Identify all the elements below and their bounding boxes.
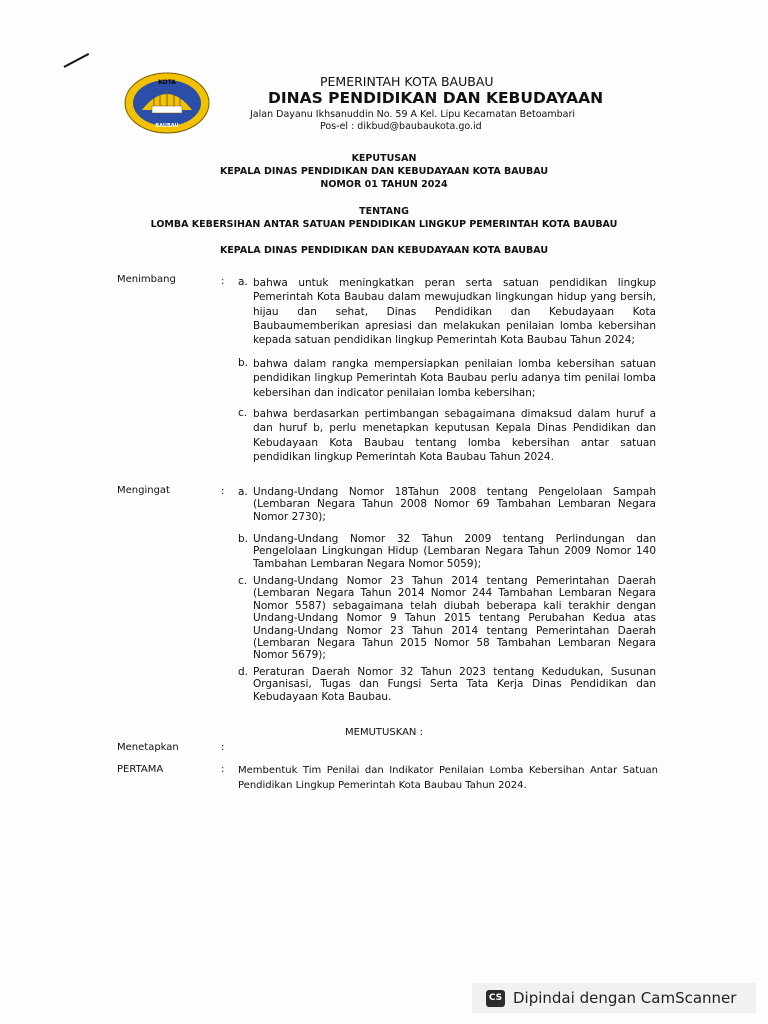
letterhead-email: Pos-el : dikbud@baubaukota.go.id (320, 121, 482, 132)
menimbang-item-a (238, 276, 656, 347)
heading-nomor: NOMOR 01 TAHUN 2024 (320, 179, 448, 190)
memutuskan-heading: MEMUTUSKAN : (345, 727, 423, 738)
item-text: Undang-Undang Nomor 18Tahun 2008 tentang Pengelolaan Sampah (Lembaran Negara Tahun 2008 Nomor 69 Tambahan Lembaran Negara Nomor 2730); (253, 486, 656, 523)
mengingat-item-a (238, 486, 656, 523)
mengingat-colon: : (221, 486, 225, 497)
item-marker: b. (238, 533, 249, 545)
letterhead-government: PEMERINTAH KOTA BAUBAU (320, 74, 494, 89)
pertama-label: PERTAMA (117, 764, 164, 775)
menetapkan-label: Menetapkan (117, 742, 179, 753)
item-text: bahwa dalam rangka mempersiapkan penilaian lomba kebersihan satuan pendidikan lingkup Pemerintah Kota Baubau perlu adanya tim penilai lomba kebersihan dan indicator penilaian lomba kebersihan; (253, 358, 656, 399)
item-marker: b. (238, 357, 249, 369)
menimbang-item-b (238, 357, 656, 400)
kota-baubau-emblem-icon (124, 72, 210, 134)
item-text: Peraturan Daerah Nomor 32 Tahun 2023 tentang Kedudukan, Susunan Organisasi, Tugas dan Fungsi Serta Tata Kerja Dinas Pendidikan dan Kebudayaan Kota Baubau. (253, 666, 656, 703)
logo-bottom-text: BAUBAU (155, 123, 179, 129)
pen-mark (64, 53, 90, 68)
item-marker: d. (238, 666, 249, 678)
item-marker: c. (238, 575, 248, 587)
pertama-text: Membentuk Tim Penilai dan Indikator Penilaian Lomba Kebersihan Antar Satuan Pendidikan Lingkup Pemerintah Kota Baubau Tahun 2024. (238, 765, 658, 791)
heading-official: KEPALA DINAS PENDIDIKAN DAN KEBUDAYAAN KOTA BAUBAU (219, 245, 549, 256)
mengingat-item-d (238, 666, 656, 703)
heading-kepala: KEPALA DINAS PENDIDIKAN DAN KEBUDAYAAN KOTA BAUBAU (219, 166, 549, 177)
item-marker: a. (238, 486, 248, 498)
item-text: Undang-Undang Nomor 32 Tahun 2009 tentang Perlindungan dan Pengelolaan Lingkungan Hidup (Lembaran Negara Tahun 2009 Nomor 140 Tambahan Lembaran Negara Nomor 5059); (253, 533, 656, 570)
menimbang-colon: : (221, 276, 225, 287)
camscanner-icon: CS (486, 990, 505, 1007)
pertama-colon: : (221, 764, 225, 775)
menimbang-label: Menimbang (117, 274, 176, 285)
menetapkan-colon: : (221, 742, 225, 753)
letterhead-address: Jalan Dayanu Ikhsanuddin No. 59 A Kel. Lipu Kecamatan Betoambari (250, 109, 576, 120)
mengingat-item-c (238, 575, 656, 662)
menimbang-item-c (238, 407, 656, 464)
item-marker: a. (238, 276, 248, 288)
logo-top-text: KOTA (158, 79, 176, 86)
item-text: Undang-Undang Nomor 23 Tahun 2014 tentang Pemerintahan Daerah (Lembaran Negara Tahun 2014 Nomor 244 Tambahan Lembaran Negara Nomor 5587) sebagaimana telah diubah beberapa kali terakhir dengan Undang-Undang Nomor 9 Tahun 2015 tentang Perubahan Kedua atas Undang-Undang Nomor 23 Tahun 2014 tentang Pemerintahan Daerah (Lembaran Negara Tahun 2015 Nomor 58 Tambahan Lembaran Negara Nomor 5679); (253, 575, 656, 662)
item-text: bahwa untuk meningkatkan peran serta satuan pendidikan lingkup Pemerintah Kota Baubau dalam mewujudkan lingkungan hidup yang bersih, hijau dan sehat, Dinas Pendidikan dan Kebudayaan Kota Baubaumemberikan apresiasi dan melakukan penilaian lomba kebersihan kepada satuan pendidikan lingkup Pemerintah Kota Baubau Tahun 2024; (253, 277, 656, 347)
heading-tentang: TENTANG (359, 206, 409, 217)
camscanner-watermark (472, 983, 756, 1013)
item-text: bahwa berdasarkan pertimbangan sebagaimana dimaksud dalam huruf a dan huruf b, perlu menetapkan keputusan Kepala Dinas Pendidikan dan Kebudayaan Kota Baubau tentang lomba kebersihan antar satuan pendidikan lingkup Pemerintah Kota Baubau Tahun 2024. (253, 408, 656, 463)
mengingat-label: Mengingat (117, 485, 170, 496)
heading-subject: LOMBA KEBERSIHAN ANTAR SATUAN PENDIDIKAN LINGKUP PEMERINTAH KOTA BAUBAU (150, 219, 618, 230)
letterhead-agency: DINAS PENDIDIKAN DAN KEBUDAYAAN (268, 89, 604, 107)
item-marker: c. (238, 407, 248, 419)
heading-keputusan: KEPUTUSAN (351, 153, 417, 164)
camscanner-text: Dipindai dengan CamScanner (513, 989, 737, 1007)
mengingat-item-b (238, 533, 656, 570)
